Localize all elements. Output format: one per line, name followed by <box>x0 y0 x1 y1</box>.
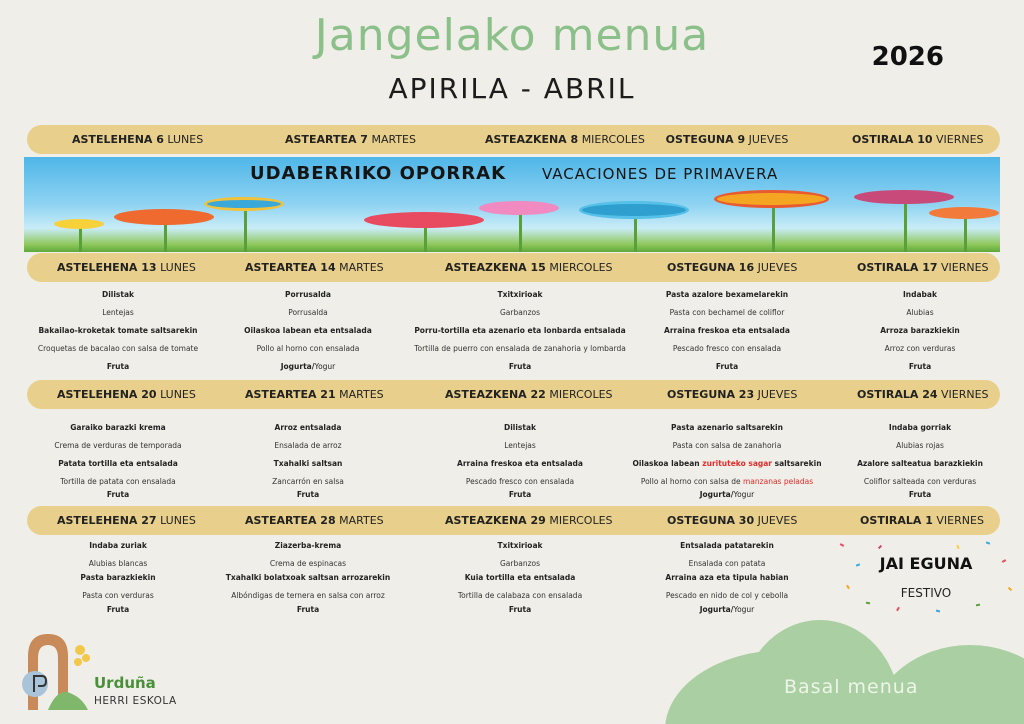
holiday-title-es: FESTIVO <box>900 586 952 600</box>
flower-decoration <box>114 209 214 225</box>
holiday-title-eu: JAI EGUNA <box>879 554 973 573</box>
menu-cell: Txitxirioak Garbanzos Porru-tortilla eta azenario eta lonbarda entsalada Tortilla de puerro con ensalada de zanahoria y lombarda Fruta <box>414 290 626 371</box>
menu-cell: Entsalada patatarekin Ensalada con patata Arraina aza eta tipula habian Pescado en nido de col y cebolla Jogurta/Yogur <box>665 541 789 614</box>
week1-day-bar <box>27 125 1000 154</box>
menu-type-label: Basal menua <box>784 676 919 698</box>
week1-day-wed: ASTEAZKENA 8 MIERCOLES <box>485 133 645 146</box>
menu-cell: Dilistak Lentejas Bakailao-kroketak tomate saltsarekin Croquetas de bacalao con salsa de tomate Fruta <box>37 290 199 371</box>
week4-day-thu: OSTEGUNA 30 JUEVES <box>667 514 798 527</box>
flower-decoration <box>204 197 284 211</box>
week3-day-thu: OSTEGUNA 23 JUEVES <box>667 388 798 401</box>
month-subtitle: APIRILA - ABRIL <box>388 72 636 105</box>
year-label: 2026 <box>871 42 944 72</box>
week4-day-wed: ASTEAZKENA 29 MIERCOLES <box>445 514 613 527</box>
menu-cell: Ziazerba-krema Crema de espinacas Txahalki bolatxoak saltsan arrozarekin Albóndigas de ternera en salsa con arroz Fruta <box>225 541 391 614</box>
week3-day-tue: ASTEARTEA 21 MARTES <box>245 388 384 401</box>
holiday-box <box>836 538 1016 618</box>
week1-day-thu: OSTEGUNA 9 JUEVES <box>665 133 789 146</box>
menu-cell: Indabak Alubias Arroza barazkiekin Arroz con verduras Fruta <box>880 290 960 371</box>
week3-day-wed: ASTEAZKENA 22 MIERCOLES <box>445 388 613 401</box>
highlight-text: zurituteko sagar <box>702 459 773 468</box>
banner-title-eu: UDABERRIKO OPORRAK <box>250 163 507 184</box>
week1-day-fri: OSTIRALA 10 VIERNES <box>852 133 984 146</box>
week4-day-tue: ASTEARTEA 28 MARTES <box>245 514 384 527</box>
flower-decoration <box>714 190 829 208</box>
school-name: Urduña <box>94 674 156 692</box>
week4-day-bar <box>27 506 1000 535</box>
flower-decoration <box>929 207 999 219</box>
highlight-text: manzanas peladas <box>743 477 814 486</box>
week2-day-wed: ASTEAZKENA 15 MIERCOLES <box>445 261 613 274</box>
week3-day-bar <box>27 380 1000 409</box>
school-subtitle: HERRI ESKOLA <box>94 695 177 707</box>
week3-day-fri: OSTIRALA 24 VIERNES <box>857 388 989 401</box>
week4-day-fri: OSTIRALA 1 VIERNES <box>860 514 984 527</box>
menu-cell: Pasta azenario saltsarekin Pasta con salsa de zanahoria Oilaskoa labean zurituteko sagar saltsarekin Pollo al horno con salsa de manzanas peladas Jogurta/Yogur <box>632 423 822 499</box>
menu-cell: Indaba gorriak Alubias rojas Azalore salteatua barazkiekin Coliflor salteada con verduras Fruta <box>857 423 983 499</box>
menu-cell: Pasta azalore bexamelarekin Pasta con bechamel de coliflor Arraina freskoa eta entsalada Pescado fresco con ensalada Fruta <box>664 290 790 371</box>
week1-day-tue: ASTEARTEA 7 MARTES <box>285 133 416 146</box>
week2-day-fri: OSTIRALA 17 VIERNES <box>857 261 989 274</box>
menu-cell: Arroz entsalada Ensalada de arroz Txahalki saltsan Zancarrón en salsa Fruta <box>272 423 344 499</box>
menu-cell: Garaiko barazki krema Crema de verduras de temporada Patata tortilla eta entsalada Tortilla de patata con ensalada Fruta <box>54 423 182 499</box>
flower-decoration <box>579 201 689 219</box>
banner-title-es: VACACIONES DE PRIMAVERA <box>542 165 779 183</box>
week2-day-mon: ASTELEHENA 13 LUNES <box>57 261 196 274</box>
week2-day-thu: OSTEGUNA 16 JUEVES <box>667 261 798 274</box>
week3-day-mon: ASTELEHENA 20 LUNES <box>57 388 196 401</box>
week2-day-bar <box>27 253 1000 282</box>
week4-day-mon: ASTELEHENA 27 LUNES <box>57 514 196 527</box>
menu-cell: Porrusalda Porrusalda Oilaskoa labean eta entsalada Pollo al horno con ensalada Jogurta/Yogur <box>244 290 372 371</box>
page-title: Jangelako menua <box>314 10 710 61</box>
spring-holiday-banner <box>24 157 1000 252</box>
flower-decoration <box>479 201 559 215</box>
menu-cell: Indaba zuriak Alubias blancas Pasta barazkiekin Pasta con verduras Fruta <box>80 541 156 614</box>
menu-cell: Dilistak Lentejas Arraina freskoa eta entsalada Pescado fresco con ensalada Fruta <box>457 423 583 499</box>
week1-day-mon: ASTELEHENA 6 LUNES <box>72 133 204 146</box>
flower-decoration <box>54 219 104 229</box>
flower-decoration <box>854 190 954 204</box>
week2-day-tue: ASTEARTEA 14 MARTES <box>245 261 384 274</box>
flower-decoration <box>364 212 484 228</box>
school-logo <box>20 632 90 712</box>
menu-cell: Txitxirioak Garbanzos Kuia tortilla eta entsalada Tortilla de calabaza con ensalada Fruta <box>457 541 583 614</box>
